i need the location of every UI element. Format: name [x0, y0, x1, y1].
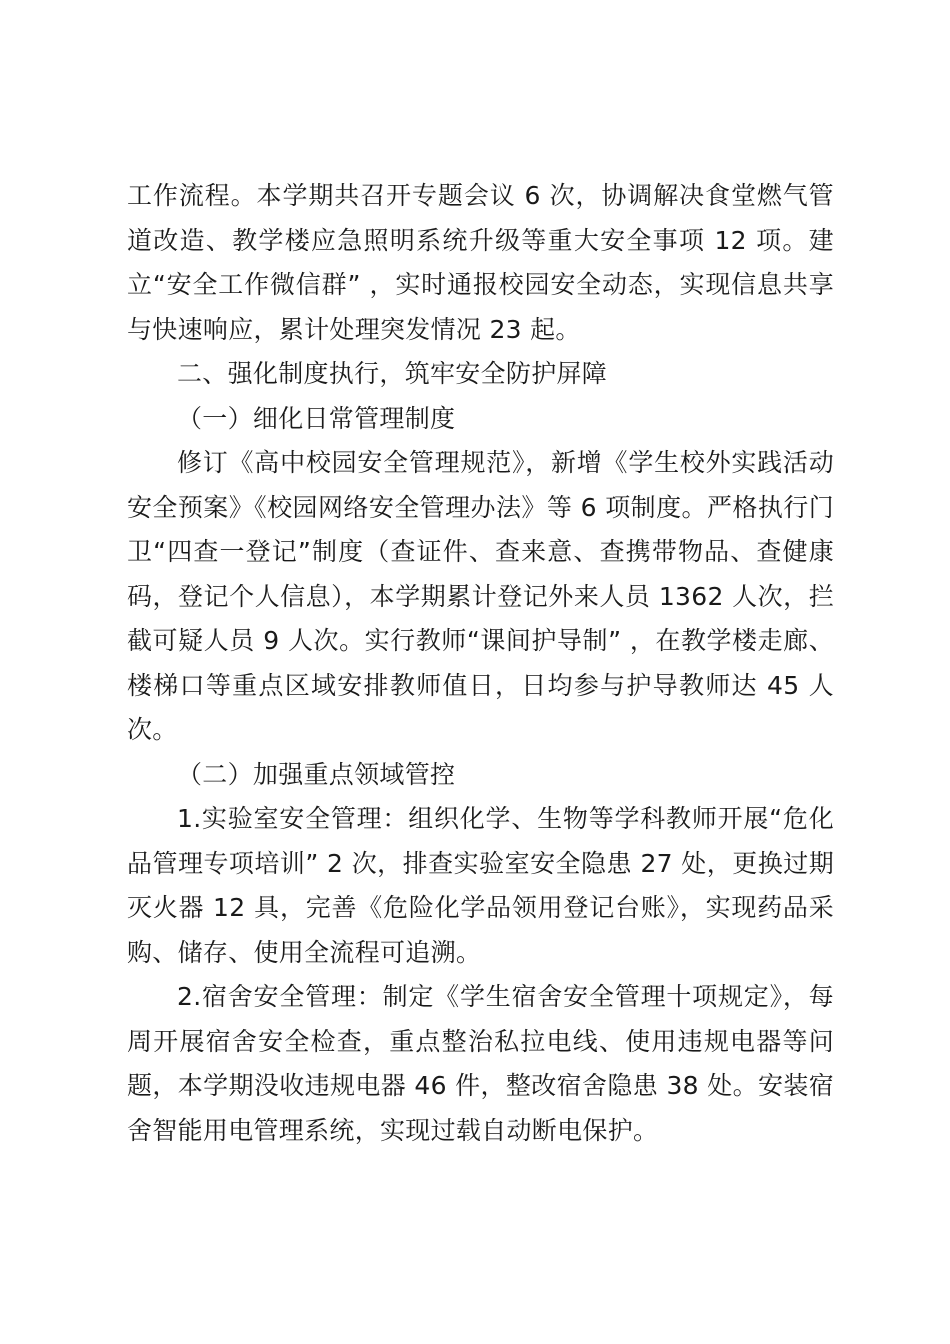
paragraph-dorm-safety: 2.宿舍安全管理：制定《学生宿舍安全管理十项规定》，每周开展宿舍安全检查，重点整治私拉电线、使用违规电器等问题，本学期没收违规电器 46 件，整改宿舍隐患 38 处。安装宿舍智能用电管理系统，实现过载自动断电保护。 — [127, 982, 834, 1145]
paragraph-lab-safety: 1.实验室安全管理：组织化学、生物等学科教师开展“危化品管理专项培训” 2 次，排查实验室安全隐患 27 处，更换过期灭火器 12 具，完善《危险化学品领用登记台账》，实现药品采购、储存、使用全流程可追溯。 — [127, 804, 834, 967]
document-body — [127, 174, 834, 1153]
subsection-heading-2: （二）加强重点领域管控 — [177, 759, 456, 789]
paragraph-daily-management: 修订《高中校园安全管理规范》，新增《学生校外实践活动安全预案》《校园网络安全管理办法》等 6 项制度。严格执行门卫“四查一登记”制度（查证件、查来意、查携带物品、查健康码，登记个人信息），本学期累计登记外来人员 1362 人次，拦截可疑人员 9 人次。实行教师“课间护导制” ，在教学楼走廊、楼梯口等重点区域安排教师值日，日均参与护导教师达 45 人次。 — [127, 448, 834, 744]
section-heading-2: 二、强化制度执行，筑牢安全防护屏障 — [177, 359, 608, 388]
subsection-heading-1: （一）细化日常管理制度 — [177, 403, 456, 433]
paragraph-continuation: 工作流程。本学期共召开专题会议 6 次，协调解决食堂燃气管道改造、教学楼应急照明系统升级等重大安全事项 12 项。建立“安全工作微信群” ，实时通报校园安全动态，实现信息共享与快速响应，累计处理突发情况 23 起。 — [127, 181, 834, 344]
